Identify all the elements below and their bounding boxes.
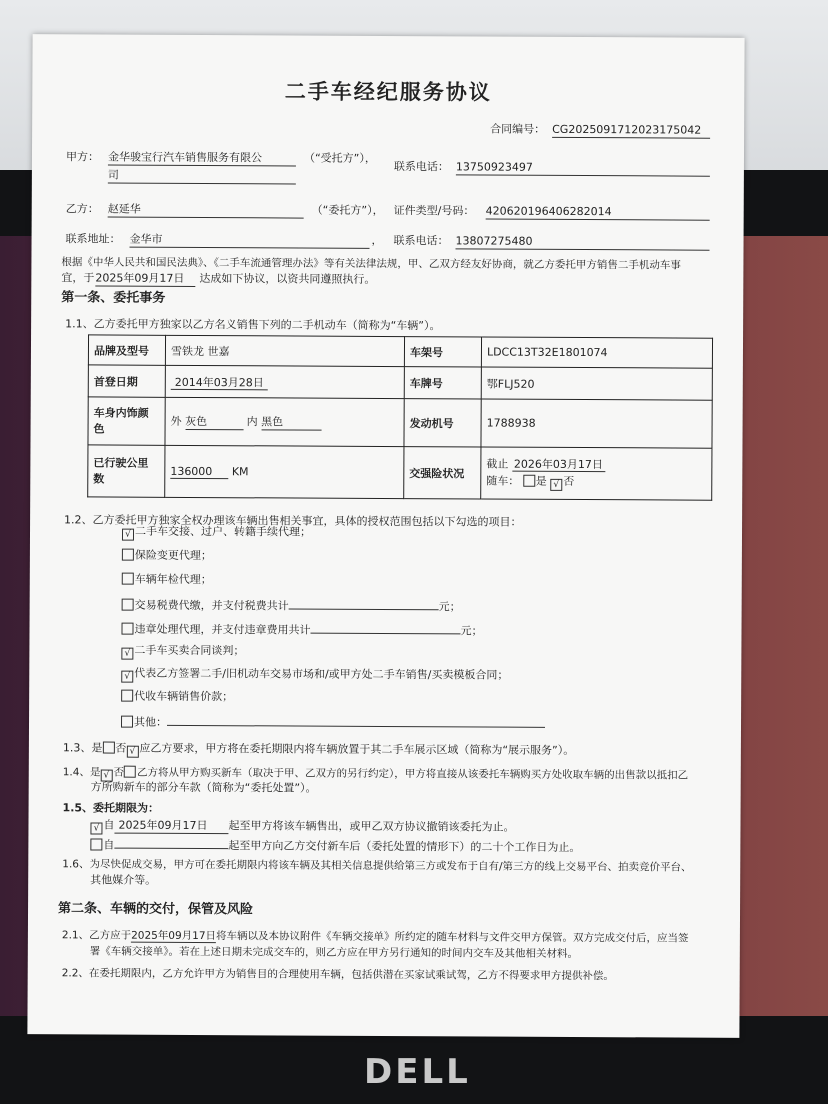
option-7 (121, 667, 508, 685)
clause-1-5-a-checkbox: √ (90, 822, 102, 834)
vin-label: 车架号 (404, 337, 481, 367)
vehicle-info-table (87, 334, 713, 500)
clause-1-5-b (90, 835, 580, 855)
intro-line-1: 根据《中华人民共和国民法典》、《二手车流通管理办法》等有关法律法规，甲、乙双方经友好协商，就乙方委托甲方销售二手机动车事 (61, 256, 681, 272)
address-comma: ， (371, 233, 383, 247)
clause-2-1-post: 将车辆以及本协议附件《车辆交接单》所约定的随车材料与文件交甲方保管。双方完成交付后，应当签 (216, 930, 689, 945)
clause-1-5-b-blank (114, 836, 228, 850)
color-label (88, 397, 165, 445)
option-1-label: 二手车交接、过户、转籍手续代理； (134, 524, 312, 539)
clause-2-2: 2.2、在委托期限内，乙方允许甲方为销售目的合理使用车辆，包括供潜在买家试乘试驾，乙方不得要求甲方提供补偿。 (61, 967, 614, 983)
option-9-checkbox (121, 716, 133, 728)
clause-1-5-a (90, 818, 514, 836)
clause-1-4-no-checkbox (124, 766, 136, 778)
clause-1-5-a-date: 2025年09月17日 (114, 819, 228, 835)
engine-label: 发动机号 (404, 399, 481, 447)
party-b-role: （“委托方”）， (311, 203, 384, 217)
option-9-label: 其他： (133, 715, 168, 729)
option-4-checkbox (122, 599, 134, 611)
article-2-title: 第二条、车辆的交付，保管及风险 (58, 901, 254, 918)
party-b-address: 金华市 (130, 233, 370, 249)
option-9 (121, 713, 545, 732)
clause-1-6-line-1: 1.6、为尽快促成交易，甲方可在委托期限内将该车辆及其相关信息提供给第三方或发布于自有/第三方的线上交易平台、拍卖竞价平台、 (62, 858, 692, 874)
party-b-phone-label: 联系电话： (393, 234, 449, 248)
party-a-name-cont: 司 (108, 169, 296, 185)
option-2-checkbox (122, 549, 134, 561)
party-b-phone: 13807275480 (456, 234, 710, 250)
exterior-color: 灰色 (185, 413, 243, 430)
option-6 (121, 644, 244, 661)
option-3-checkbox (122, 573, 134, 585)
insurance-deadline-prefix: 截止 (486, 457, 509, 471)
clause-1-5-b-prefix: 自 (103, 838, 115, 852)
exterior-prefix: 外 (170, 414, 182, 428)
option-8-label: 代收车辆销售价款； (134, 689, 234, 704)
intro-line-2-post: 达成如下协议，以资共同遵照执行。 (199, 272, 376, 286)
option-8-checkbox (121, 690, 133, 702)
option-5 (121, 620, 482, 639)
brand-value: 雪铁龙 世嘉 (165, 335, 404, 366)
clause-1-3-pre: 1.3、是 (62, 741, 103, 755)
insurance-label: 交强险状况 (404, 447, 481, 499)
clause-1-3-no-checkbox: √ (126, 746, 138, 758)
clause-1-1: 1.1、乙方委托甲方独家以乙方名义销售下列的二手机动车（简称为“车辆”）。 (65, 317, 441, 333)
clause-2-1 (62, 928, 689, 945)
intro-line-2-pre: 宜，于 (61, 271, 95, 285)
clause-1-6-line-2: 其他媒介等。 (90, 873, 157, 887)
option-5-checkbox (121, 623, 133, 635)
contract-paper (27, 34, 744, 1038)
clause-1-2: 1.2、乙方委托甲方独家全权办理该车辆出售相关事宜，具体的授权范围包括以下勾选的项目： (64, 513, 522, 529)
mileage-label (88, 445, 165, 497)
plate-value: 鄂FLJ520 (481, 367, 712, 400)
clause-1-3 (63, 741, 574, 760)
with-car-no-checkbox: √ (550, 479, 562, 491)
contract-no-label: 合同编号： (490, 122, 546, 136)
party-b-name: 赵延华 (108, 203, 304, 219)
party-a-label: 甲方： (65, 150, 100, 164)
mileage-label-line-2: 数 (93, 471, 105, 486)
mileage-unit: KM (231, 464, 249, 478)
party-a-phone-label: 联系电话： (393, 160, 449, 174)
option-4-label: 交易税费代缴，并支付税费共计 (134, 598, 289, 613)
option-7-checkbox: √ (121, 671, 133, 683)
reg-date-label: 首登日期 (88, 365, 165, 397)
color-label-line-1: 车身内饰颜 (93, 405, 149, 420)
option-5-blank (310, 621, 460, 635)
with-car-yes: 是 (535, 474, 547, 488)
party-b-id: 420620196406282014 (486, 205, 710, 221)
interior-color: 黑色 (261, 413, 321, 430)
clause-1-5-b-checkbox (90, 838, 102, 850)
clause-1-5-title: 1.5、委托期限为： (62, 801, 160, 815)
insurance-cell (481, 447, 712, 500)
contract-no: CG2025091712023175042 (552, 123, 710, 139)
option-3-label: 车辆年检代理； (134, 572, 212, 587)
document-title: 二手车经纪服务协议 (284, 79, 492, 105)
clause-1-5-b-post: 起至甲方向乙方交付新车后（委托处置的情形下）的二十个工作日为止。 (228, 839, 581, 855)
clause-1-4-no: 否 (113, 766, 124, 779)
color-label-line-2: 色 (93, 421, 105, 436)
option-3 (122, 573, 212, 587)
monitor-logo: DELL (364, 1052, 471, 1092)
vin-value: LDCC13T32E1801074 (481, 337, 712, 368)
clause-1-4-pre: 1.4、是 (62, 766, 101, 779)
article-1-title: 第一条、委托事务 (61, 290, 166, 306)
intro-date: 2025年09月17日 (95, 271, 195, 287)
mileage-value: 136000 (170, 464, 228, 478)
clause-1-4-line-2: 方所购新车的部分车款（简称为“委托处置”）。 (90, 780, 317, 795)
option-2-label: 保险变更代理； (134, 548, 212, 563)
option-8 (121, 690, 233, 705)
option-1-checkbox: √ (122, 529, 134, 541)
with-car-yes-checkbox (523, 475, 535, 487)
option-6-label: 二手车买卖合同谈判； (134, 643, 245, 658)
clause-1-5-a-prefix: 自 (103, 818, 115, 832)
option-5-suffix: 元； (460, 624, 483, 638)
interior-prefix: 内 (246, 415, 258, 429)
with-car-label: 随车： (486, 474, 520, 488)
color-values (165, 397, 404, 446)
clause-1-5-a-post: 起至甲方将该车辆售出，或甲乙双方协议撤销该委托为止。 (228, 819, 515, 834)
party-a-phone: 13750923497 (456, 160, 710, 176)
clause-2-1-pre: 2.1、乙方应于 (61, 929, 132, 942)
clause-1-3-post: 应乙方要求，甲方将在委托期限内将车辆放置于其二手车展示区域（简称为“展示服务”）。 (139, 741, 575, 757)
option-1 (122, 525, 311, 542)
insurance-deadline: 2026年03月17日 (512, 458, 605, 472)
reg-date-value: 2014年03月28日 (171, 375, 268, 390)
clause-1-3-yes-checkbox (102, 742, 114, 754)
option-4-suffix: 元； (438, 600, 461, 614)
party-b-label: 乙方： (65, 202, 99, 216)
option-4 (122, 596, 461, 615)
clause-1-4-yes-checkbox: √ (100, 770, 112, 782)
option-6-checkbox: √ (121, 648, 133, 660)
with-car-no: 否 (563, 474, 575, 488)
plate-label: 车牌号 (404, 367, 481, 399)
clause-2-1-line-2: 署《车辆交接单》。若在上述日期未完成交车的，则乙方应在甲方另行通知的时间内交车及其他相关材料。 (89, 945, 579, 961)
engine-value: 1788938 (481, 399, 712, 448)
clause-1-3-no: 否 (115, 741, 127, 755)
option-2 (122, 549, 212, 563)
option-5-label: 违章处理代理，并支付违章费用共计 (134, 622, 311, 637)
address-label: 联系地址： (65, 232, 121, 246)
brand-label: 品牌及型号 (88, 335, 165, 365)
party-a-name: 金华骏宝行汽车销售服务有限公 (108, 151, 296, 167)
option-9-blank (167, 713, 545, 728)
party-a-role: （“受托方”）， (303, 151, 376, 165)
mileage-label-line-1: 已行驶公里 (93, 455, 149, 470)
clause-1-4-post: 乙方将从甲方购买新车（取决于甲、乙双方的另行约定），甲方将直接从该委托车辆购买方处收取车辆的出售款以抵扣乙 (136, 766, 689, 782)
clause-2-1-date: 2025年09月17日 (131, 929, 217, 943)
option-4-blank (289, 596, 439, 610)
option-7-label: 代表乙方签署二手/旧机动车交易市场和/或甲方处二手车销售/买卖模板合同； (134, 666, 509, 682)
party-b-id-label: 证件类型/号码： (393, 204, 475, 218)
mileage-cell (165, 445, 404, 498)
